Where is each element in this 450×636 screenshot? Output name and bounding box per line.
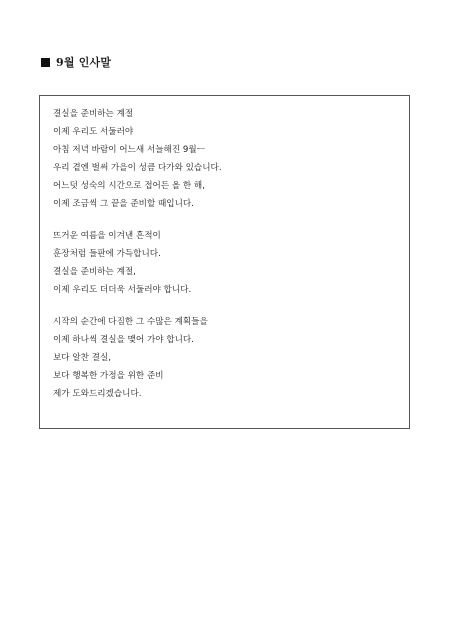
letter-line: 훈장처럼 들판에 가득합니다. (53, 249, 161, 259)
letter-line: 이제 하나씩 결실을 맺어 가야 합니다. (53, 335, 194, 345)
letter-line: 시작의 순간에 다짐한 그 수많은 계획들을 (53, 317, 208, 327)
letter-line: 이제 우리도 서둘러야 (53, 127, 134, 137)
greeting-letter-box (39, 95, 410, 429)
letter-line: 보다 행복한 가정을 위한 준비 (53, 371, 164, 381)
section-header (41, 55, 111, 69)
stanza-3 (53, 313, 401, 403)
letter-line: 결실을 준비하는 계절, (53, 267, 136, 277)
letter-line: 이제 조금씩 그 끝을 준비할 때입니다. (53, 199, 194, 209)
letter-line: 보다 알찬 결실, (53, 353, 112, 363)
letter-content (53, 105, 401, 417)
letter-line: 뜨거운 여름을 이겨낸 흔적이 (53, 231, 161, 241)
stanza-2 (53, 227, 401, 299)
black-square-bullet-icon (41, 58, 50, 67)
letter-line: 어느덧 성숙의 시간으로 접어든 올 한 해, (53, 181, 205, 191)
letter-line: 우리 곁엔 벌써 가을이 성큼 다가와 있습니다. (53, 163, 222, 173)
letter-line: 아침 저녁 바람이 어느새 서늘해진 9월ㅡ (53, 145, 205, 155)
stanza-1 (53, 105, 401, 213)
section-title: 9월 인사말 (56, 56, 112, 69)
letter-line: 제가 도와드리겠습니다. (53, 389, 142, 399)
letter-line: 결실을 준비하는 계절 (53, 109, 134, 119)
letter-line: 이제 우리도 더더욱 서둘러야 합니다. (53, 285, 192, 295)
